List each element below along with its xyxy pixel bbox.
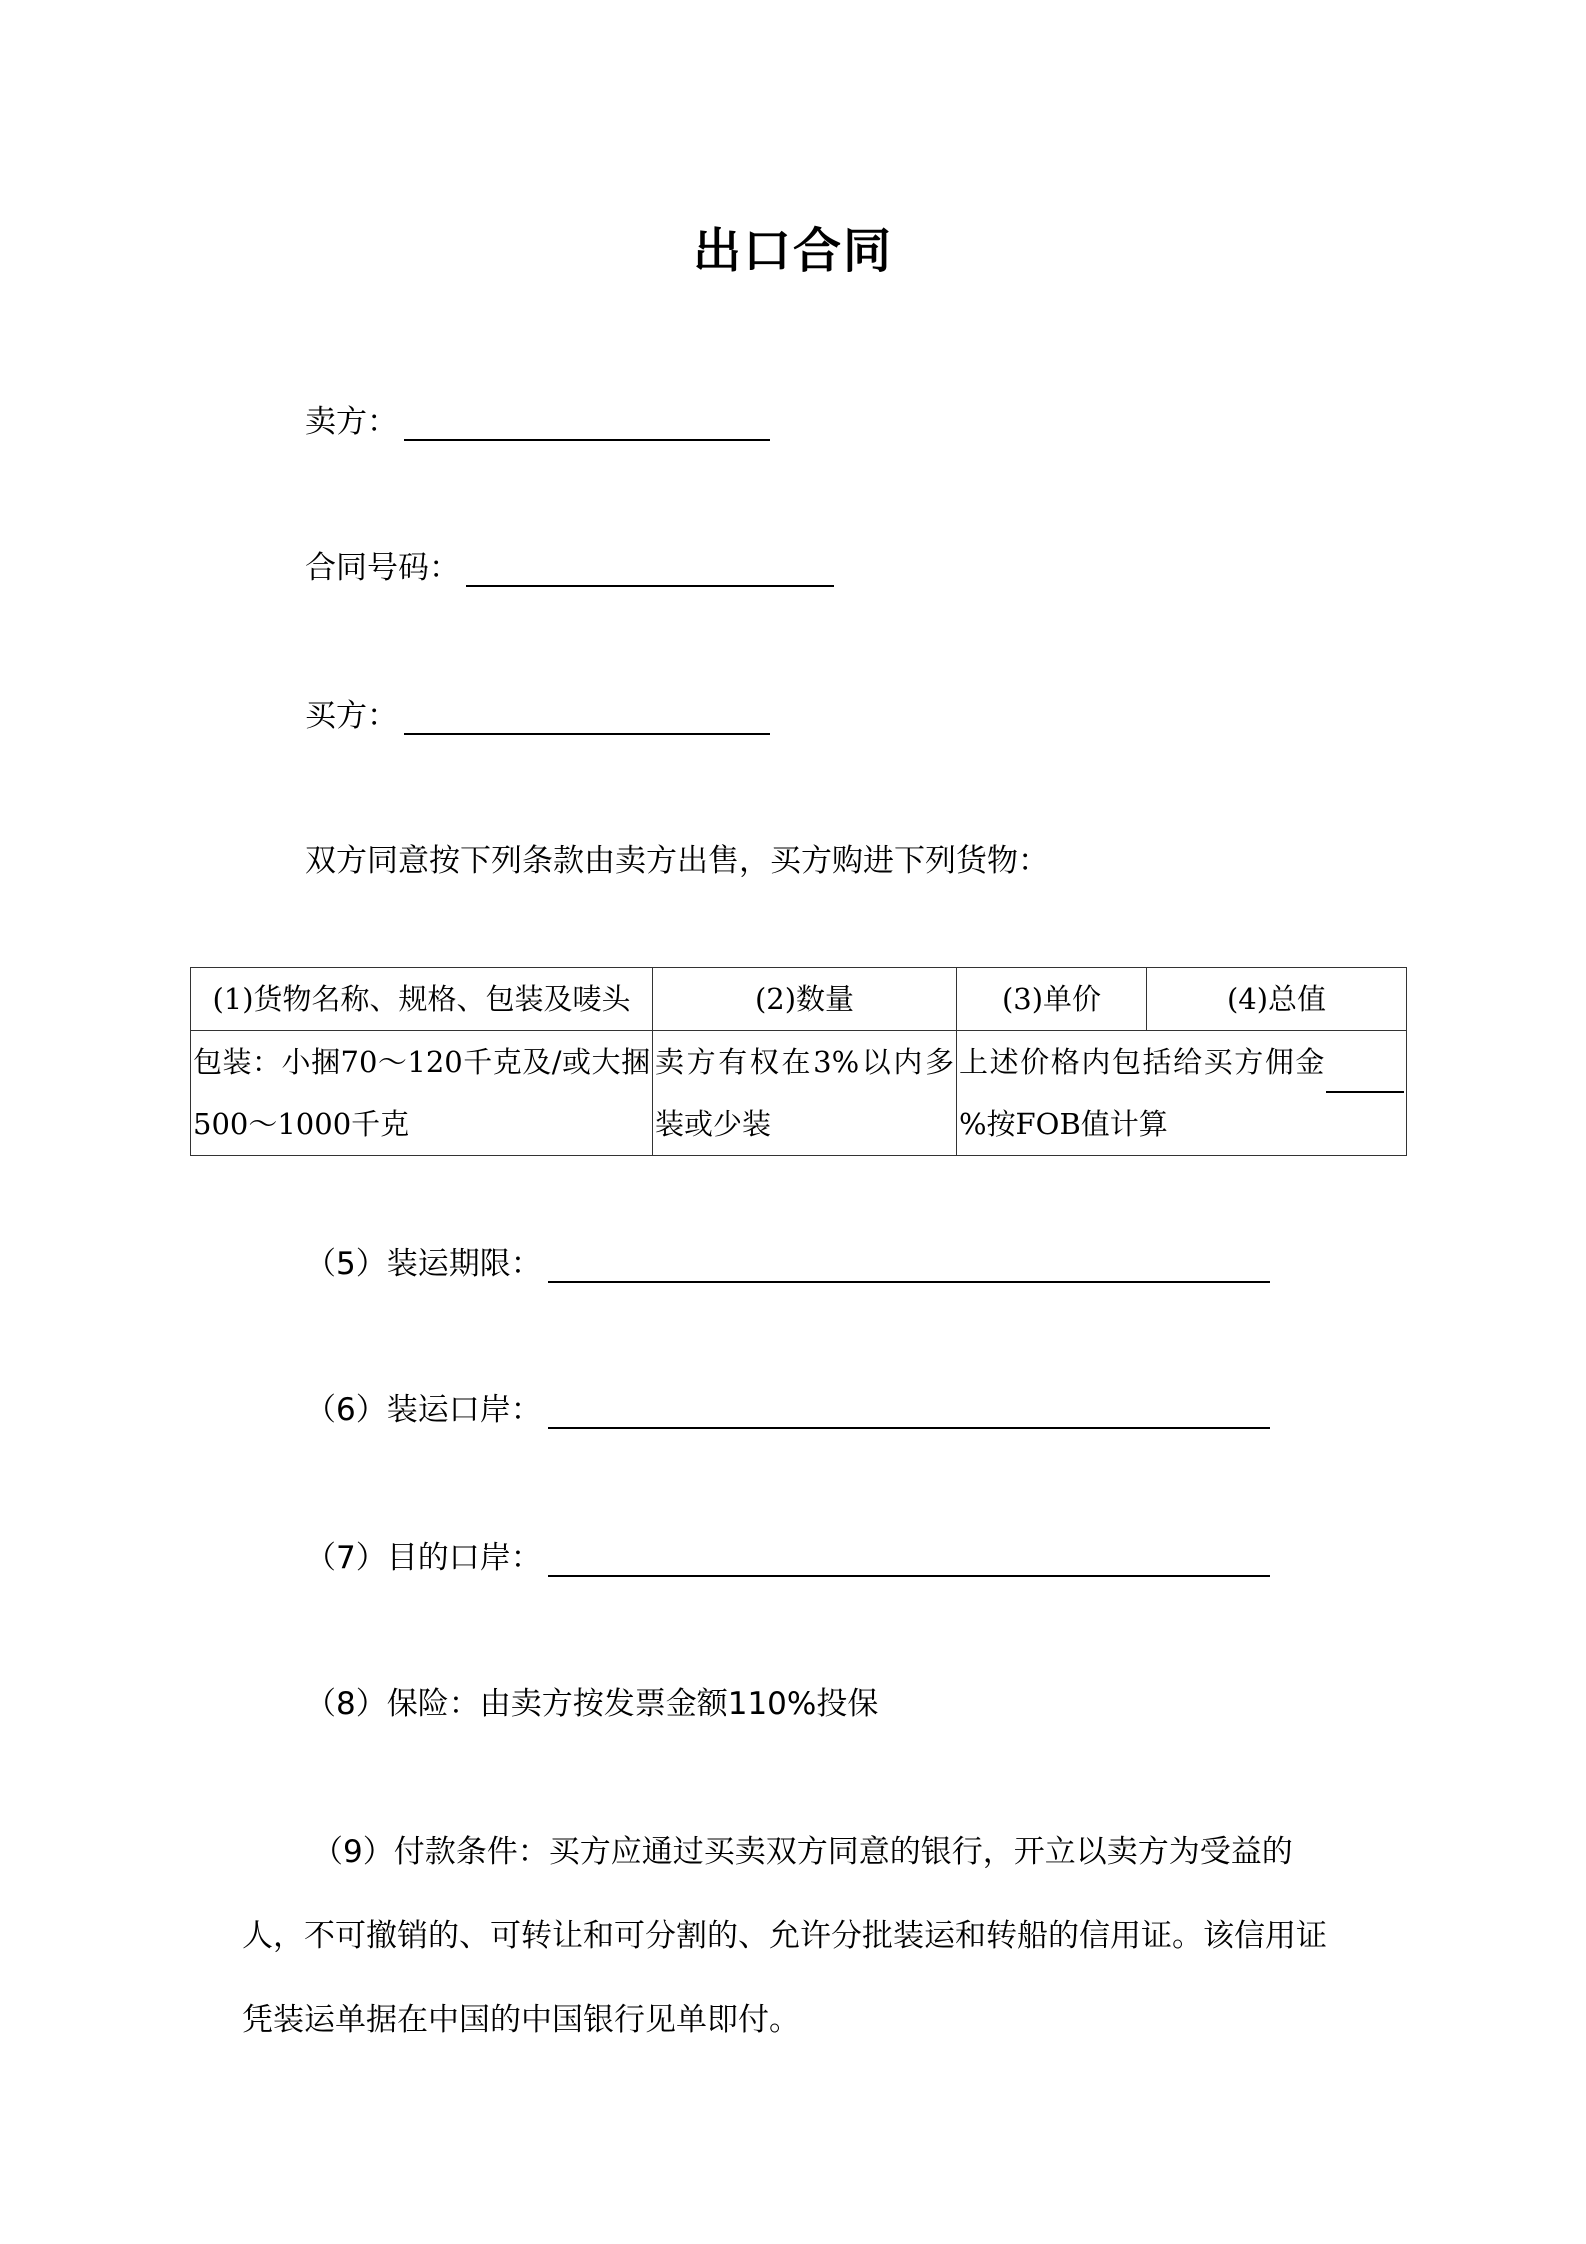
contract-number-label: 合同号码：: [305, 550, 460, 586]
intro-paragraph: 双方同意按下列条款由卖方出售，买方购进下列货物：: [305, 843, 1049, 879]
buyer-label: 买方：: [305, 698, 398, 734]
buyer-field: [305, 690, 770, 735]
loading-port-blank-line: [548, 1391, 1270, 1429]
destination-port-blank-line: [548, 1539, 1270, 1577]
shipment-period-field: [305, 1238, 1270, 1283]
header-goods-name: (1)货物名称、规格、包装及唛头: [191, 968, 653, 1031]
loading-port-field: [305, 1384, 1270, 1429]
buyer-blank-line: [404, 697, 770, 735]
cell-price: [957, 1031, 1407, 1156]
payment-terms-paragraph: [242, 1810, 1352, 2062]
header-quantity: (2)数量: [653, 968, 957, 1031]
contract-number-field: [305, 542, 834, 587]
insurance-clause: [305, 1678, 878, 1723]
table-row: [191, 1031, 1407, 1156]
price-suffix: %按FOB值计算: [959, 1107, 1168, 1141]
destination-port-label: （7）目的口岸：: [305, 1540, 542, 1576]
goods-table: [190, 967, 1407, 1156]
insurance-text: （8）保险：由卖方按发票金额110%投保: [305, 1686, 879, 1722]
seller-label: 卖方：: [305, 404, 398, 440]
table-header-row: [191, 968, 1407, 1031]
cell-quantity: 卖方有权在3%以内多装或少装: [653, 1031, 957, 1156]
header-unit-price: (3)单价: [957, 968, 1147, 1031]
seller-field: [305, 396, 770, 441]
cell-packing: 包装：小捆70～120千克及/或大捆500～1000千克: [191, 1031, 653, 1156]
document-title: 出口合同: [692, 223, 893, 279]
shipment-period-label: （5）装运期限：: [305, 1246, 542, 1282]
loading-port-label: （6）装运口岸：: [305, 1392, 542, 1428]
price-prefix: 上述价格内包括给买方佣金: [959, 1045, 1326, 1079]
commission-blank-line: [1326, 1059, 1404, 1093]
payment-terms-text: （9）付款条件：买方应通过买卖双方同意的银行，开立以卖方为受益的人，不可撤销的、可转让和可分割的、允许分批装运和转船的信用证。该信用证凭装运单据在中国的中国银行见单即付。: [242, 1834, 1327, 2038]
header-total-value: (4)总值: [1147, 968, 1407, 1031]
shipment-period-blank-line: [548, 1245, 1270, 1283]
contract-number-blank-line: [466, 549, 834, 587]
destination-port-field: [305, 1532, 1270, 1577]
seller-blank-line: [404, 403, 770, 441]
